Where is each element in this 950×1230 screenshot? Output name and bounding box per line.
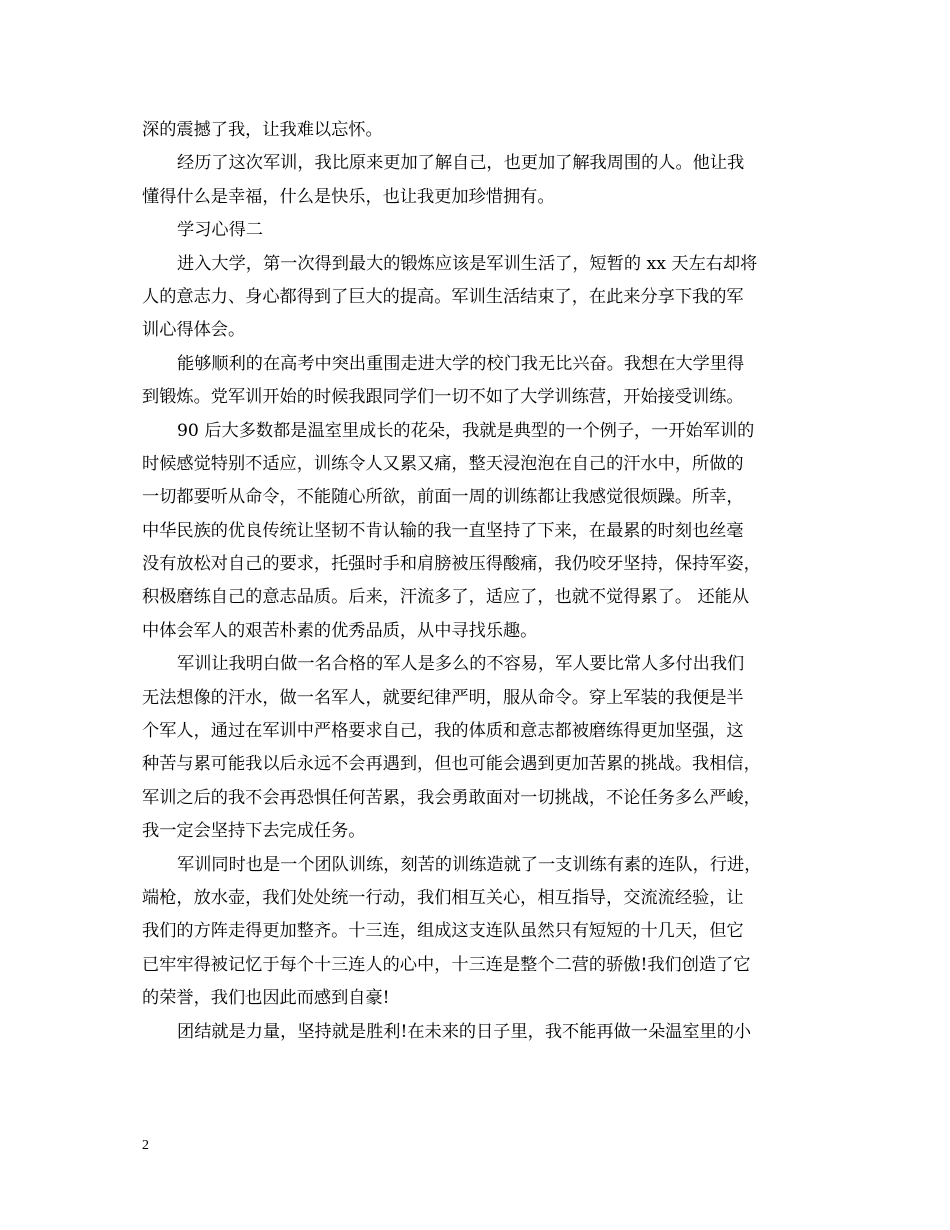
body-text [142,114,816,1049]
text-line: 训心得体会。 [142,320,246,341]
text-line: 学习心得二 [177,220,263,241]
text-line: 端枪，放水壶，我们处处统一行动，我们相互关心，相互指导，交流流经验，让 [142,887,744,908]
text-line: 时候感觉特别不适应，训练令人又累又痛，整天浸泡泡在自己的汗水中，所做的 [142,453,744,474]
text-line: 的荣誉，我们也因此而感到自豪! [142,988,390,1009]
page-number: 2 [142,1138,149,1153]
text-line: 军训之后的我不会再恐惧任何苦累，我会勇敢面对一切挑战，不论任务多么严峻， [142,787,761,808]
text-line: 进入大学，第一次得到最大的锻炼应该是军训生活了，短暂的 xx 天左右却将 [177,253,758,274]
text-line: 人的意志力、身心都得到了巨大的提高。军训生活结束了，在此来分享下我的军 [142,286,744,307]
text-line: 军训同时也是一个团队训练，刻苦的训练造就了一支训练有素的连队，行进， [177,854,762,875]
text-line: 团结就是力量，坚持就是胜利!在未来的日子里，我不能再做一朵温室里的小 [177,1021,752,1042]
text-line: 我一定会坚持下去完成任务。 [142,821,366,842]
text-line: 我们的方阵走得更加整齐。十三连，组成这支连队虽然只有短短的十几天，但它 [142,921,744,942]
text-line: 经历了这次军训，我比原来更加了解自己，也更加了解我周围的人。他让我 [177,153,745,174]
text-line: 中体会军人的艰苦朴素的优秀品质，从中寻找乐趣。 [142,620,538,641]
text-line: 深的震撼了我，让我难以忘怀。 [142,120,383,140]
text-line: 种苦与累可能我以后永远不会再遇到，但也可能会遇到更加苦累的挑战。我相信， [142,754,761,775]
text-line: 懂得什么是幸福，什么是快乐，也让我更加珍惜拥有。 [142,186,555,207]
text-line: 军训让我明白做一名合格的军人是多么的不容易，军人要比常人多付出我们 [177,654,745,675]
text-line: 已牢牢得被记忆于每个十三连人的心中，十三连是整个二营的骄傲!我们创造了它 [142,954,751,975]
text-line: 到锻炼。党军训开始的时候我跟同学们一切不如了大学训练营，开始接受训练。 [142,387,744,408]
text-line: 积极磨练自己的意志品质。后来，汗流多了，适应了，也就不觉得累了。 还能从 [142,587,750,608]
text-line: 无法想像的汗水，做一名军人，就要纪律严明，服从命令。穿上军装的我便是半 [142,687,744,708]
text-line: 一切都要听从命令，不能随心所欲，前面一周的训练都让我感觉很烦躁。所幸， [142,487,744,508]
text-line: 个军人，通过在军训中严格要求自己，我的体质和意志都被磨练得更加坚强，这 [142,721,744,742]
text-line: 中华民族的优良传统让坚韧不肯认输的我一直坚持了下来，在最累的时刻也丝毫 [142,520,744,541]
text-line: 没有放松对自己的要求，托强时手和肩膀被压得酸痛，我仍咬牙坚持，保持军姿， [142,554,761,575]
text-line: 90 后大多数都是温室里成长的花朵，我就是典型的一个例子，一开始军训的 [177,420,755,441]
text-line: 能够顺利的在高考中突出重围走进大学的校门我无比兴奋。我想在大学里得 [177,353,745,374]
